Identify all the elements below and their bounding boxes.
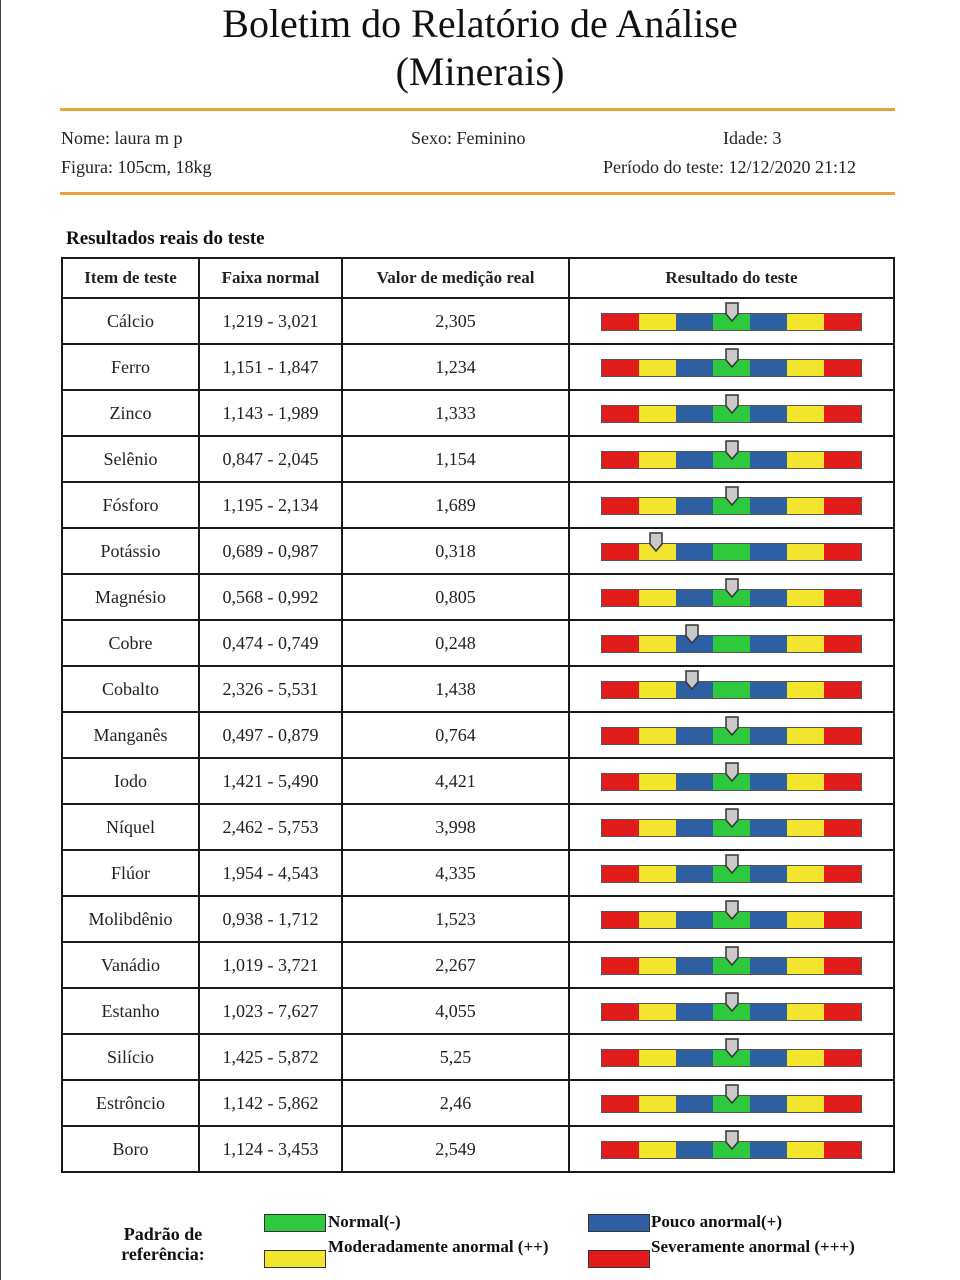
- result-scale-bar: [601, 727, 863, 743]
- cell-result: [569, 988, 894, 1034]
- table-row: [62, 436, 894, 482]
- cell-range: 0,497 - 0,879: [199, 712, 342, 758]
- scale-segment: [639, 865, 676, 883]
- cell-range: 0,689 - 0,987: [199, 528, 342, 574]
- scale-segment: [824, 819, 862, 837]
- scale-segment: [750, 313, 787, 331]
- scale-segment: [713, 681, 750, 699]
- cell-range: 0,938 - 1,712: [199, 896, 342, 942]
- header-rule-top: [60, 108, 895, 111]
- cell-range: 1,219 - 3,021: [199, 298, 342, 344]
- scale-segment: [824, 635, 862, 653]
- scale-segment: [601, 313, 639, 331]
- table-row: [62, 758, 894, 804]
- table-row: [62, 712, 894, 758]
- result-scale-bar: [601, 359, 863, 375]
- table-row: [62, 942, 894, 988]
- cell-item: Fósforo: [62, 482, 199, 528]
- cell-item: Magnésio: [62, 574, 199, 620]
- cell-result: [569, 574, 894, 620]
- scale-segment: [639, 1095, 676, 1113]
- cell-result: [569, 298, 894, 344]
- cell-value: 2,305: [342, 298, 569, 344]
- scale-segment: [676, 543, 713, 561]
- cell-range: 1,124 - 3,453: [199, 1126, 342, 1172]
- report-title-line2: (Minerais): [395, 49, 565, 94]
- scale-segment: [824, 1095, 862, 1113]
- scale-segment: [824, 589, 862, 607]
- result-marker-icon: [725, 1130, 739, 1150]
- scale-segment: [639, 957, 676, 975]
- cell-item: Iodo: [62, 758, 199, 804]
- scale-segment: [750, 1141, 787, 1159]
- scale-segment: [824, 497, 862, 515]
- header-rule-bottom: [60, 192, 895, 195]
- cell-range: 1,954 - 4,543: [199, 850, 342, 896]
- scale-segment: [639, 773, 676, 791]
- scale-segment: [639, 819, 676, 837]
- scale-segment: [787, 911, 824, 929]
- cell-result: [569, 344, 894, 390]
- cell-item: Potássio: [62, 528, 199, 574]
- scale-segment: [750, 635, 787, 653]
- cell-value: 2,549: [342, 1126, 569, 1172]
- legend-swatch-slight: [588, 1214, 650, 1232]
- scale-segment: [676, 313, 713, 331]
- scale-segment: [601, 451, 639, 469]
- cell-range: 0,474 - 0,749: [199, 620, 342, 666]
- legend-swatch-moderate: [264, 1250, 326, 1268]
- cell-result: [569, 758, 894, 804]
- cell-result: [569, 896, 894, 942]
- result-marker-icon: [725, 946, 739, 966]
- scale-segment: [824, 911, 862, 929]
- table-row: [62, 298, 894, 344]
- header-result: Resultado do teste: [569, 258, 894, 298]
- scale-segment: [601, 589, 639, 607]
- scale-segment: [787, 589, 824, 607]
- scale-segment: [787, 1049, 824, 1067]
- cell-range: 1,143 - 1,989: [199, 390, 342, 436]
- cell-result: [569, 712, 894, 758]
- scale-segment: [676, 727, 713, 745]
- result-marker-icon: [725, 992, 739, 1012]
- scale-segment: [787, 451, 824, 469]
- scale-segment: [676, 911, 713, 929]
- result-scale-bar: [601, 497, 863, 513]
- result-scale-bar: [601, 911, 863, 927]
- scale-segment: [601, 1049, 639, 1067]
- result-scale-bar: [601, 773, 863, 789]
- scale-segment: [750, 1049, 787, 1067]
- cell-result: [569, 482, 894, 528]
- result-scale-bar: [601, 1141, 863, 1157]
- result-marker-icon: [649, 532, 663, 552]
- cell-result: [569, 528, 894, 574]
- scale-segment: [676, 1049, 713, 1067]
- scale-segment: [750, 1095, 787, 1113]
- cell-value: 4,335: [342, 850, 569, 896]
- scale-segment: [713, 543, 750, 561]
- cell-range: 2,462 - 5,753: [199, 804, 342, 850]
- result-marker-icon: [725, 1084, 739, 1104]
- cell-item: Níquel: [62, 804, 199, 850]
- scale-segment: [787, 727, 824, 745]
- scale-segment: [750, 681, 787, 699]
- scale-segment: [787, 497, 824, 515]
- scale-segment: [750, 773, 787, 791]
- cell-value: 2,267: [342, 942, 569, 988]
- scale-segment: [601, 405, 639, 423]
- result-marker-icon: [725, 348, 739, 368]
- patient-name: Nome: laura m p: [61, 128, 183, 148]
- cell-item: Boro: [62, 1126, 199, 1172]
- scale-segment: [639, 635, 676, 653]
- page-border: [0, 0, 1, 1280]
- scale-segment: [639, 589, 676, 607]
- cell-range: 0,568 - 0,992: [199, 574, 342, 620]
- scale-segment: [824, 681, 862, 699]
- header-item: Item de teste: [62, 258, 199, 298]
- cell-item: Cálcio: [62, 298, 199, 344]
- cell-range: 1,421 - 5,490: [199, 758, 342, 804]
- cell-value: 3,998: [342, 804, 569, 850]
- result-marker-icon: [725, 854, 739, 874]
- result-marker-icon: [725, 1038, 739, 1058]
- result-scale-bar: [601, 1003, 863, 1019]
- cell-result: [569, 942, 894, 988]
- result-marker-icon: [725, 302, 739, 322]
- result-scale-bar: [601, 543, 863, 559]
- result-scale-bar: [601, 865, 863, 881]
- table-row: [62, 528, 894, 574]
- scale-segment: [601, 773, 639, 791]
- cell-item: Manganês: [62, 712, 199, 758]
- table-row: [62, 804, 894, 850]
- scale-segment: [750, 819, 787, 837]
- scale-segment: [639, 727, 676, 745]
- legend-severe: Severamente anormal (+++): [651, 1237, 855, 1256]
- cell-value: 1,154: [342, 436, 569, 482]
- scale-segment: [787, 359, 824, 377]
- cell-result: [569, 620, 894, 666]
- scale-segment: [787, 865, 824, 883]
- scale-segment: [750, 865, 787, 883]
- cell-value: 1,689: [342, 482, 569, 528]
- cell-value: 5,25: [342, 1034, 569, 1080]
- scale-segment: [639, 1049, 676, 1067]
- scale-segment: [676, 589, 713, 607]
- table-row: [62, 988, 894, 1034]
- cell-value: 1,333: [342, 390, 569, 436]
- scale-segment: [824, 451, 862, 469]
- cell-value: 1,438: [342, 666, 569, 712]
- cell-range: 0,847 - 2,045: [199, 436, 342, 482]
- scale-segment: [601, 957, 639, 975]
- scale-segment: [787, 313, 824, 331]
- result-scale-bar: [601, 957, 863, 973]
- scale-segment: [601, 1003, 639, 1021]
- scale-segment: [639, 451, 676, 469]
- header-value: Valor de medição real: [342, 258, 569, 298]
- cell-item: Zinco: [62, 390, 199, 436]
- table-row: [62, 1126, 894, 1172]
- scale-segment: [750, 957, 787, 975]
- scale-segment: [787, 1003, 824, 1021]
- legend-normal: Normal(-): [328, 1212, 401, 1231]
- table-row: [62, 666, 894, 712]
- cell-item: Molibdênio: [62, 896, 199, 942]
- scale-segment: [639, 359, 676, 377]
- cell-item: Ferro: [62, 344, 199, 390]
- scale-segment: [601, 543, 639, 561]
- table-row: [62, 620, 894, 666]
- scale-segment: [676, 773, 713, 791]
- cell-item: Cobre: [62, 620, 199, 666]
- scale-segment: [787, 773, 824, 791]
- scale-segment: [750, 497, 787, 515]
- legend-slight: Pouco anormal(+): [651, 1212, 783, 1231]
- scale-segment: [601, 359, 639, 377]
- cell-result: [569, 436, 894, 482]
- result-marker-icon: [725, 716, 739, 736]
- scale-segment: [601, 727, 639, 745]
- cell-value: 0,248: [342, 620, 569, 666]
- scale-segment: [601, 1095, 639, 1113]
- cell-range: 1,151 - 1,847: [199, 344, 342, 390]
- scale-segment: [787, 543, 824, 561]
- scale-segment: [824, 1141, 862, 1159]
- result-scale-bar: [601, 635, 863, 651]
- scale-segment: [676, 451, 713, 469]
- header-range: Faixa normal: [199, 258, 342, 298]
- report-title-line1: Boletim do Relatório de Análise: [222, 1, 738, 46]
- result-scale-bar: [601, 1049, 863, 1065]
- results-table: [61, 257, 895, 1173]
- test-period: Período do teste: 12/12/2020 21:12: [603, 157, 856, 177]
- legend-label: Padrão de referência:: [121, 1224, 205, 1264]
- patient-sex: Sexo: Feminino: [411, 128, 526, 148]
- result-scale-bar: [601, 819, 863, 835]
- scale-segment: [639, 1141, 676, 1159]
- scale-segment: [787, 1095, 824, 1113]
- scale-segment: [601, 911, 639, 929]
- table-row: [62, 850, 894, 896]
- table-row: [62, 896, 894, 942]
- cell-value: 1,234: [342, 344, 569, 390]
- scale-segment: [787, 635, 824, 653]
- scale-segment: [787, 819, 824, 837]
- patient-figure: Figura: 105cm, 18kg: [61, 157, 212, 177]
- scale-segment: [750, 727, 787, 745]
- cell-item: Estanho: [62, 988, 199, 1034]
- section-title: Resultados reais do teste: [66, 228, 265, 249]
- scale-segment: [639, 313, 676, 331]
- scale-segment: [639, 1003, 676, 1021]
- scale-segment: [676, 359, 713, 377]
- scale-segment: [676, 1003, 713, 1021]
- cell-item: Selênio: [62, 436, 199, 482]
- scale-segment: [750, 589, 787, 607]
- scale-segment: [713, 635, 750, 653]
- result-marker-icon: [725, 900, 739, 920]
- table-row: [62, 482, 894, 528]
- result-scale-bar: [601, 681, 863, 697]
- scale-segment: [639, 681, 676, 699]
- scale-segment: [601, 497, 639, 515]
- scale-segment: [787, 405, 824, 423]
- result-scale-bar: [601, 589, 863, 605]
- result-scale-bar: [601, 405, 863, 421]
- cell-range: 2,326 - 5,531: [199, 666, 342, 712]
- scale-segment: [824, 727, 862, 745]
- result-marker-icon: [685, 624, 699, 644]
- cell-result: [569, 804, 894, 850]
- table-row: [62, 1080, 894, 1126]
- result-marker-icon: [725, 808, 739, 828]
- cell-item: Flúor: [62, 850, 199, 896]
- result-marker-icon: [725, 394, 739, 414]
- table-row: [62, 1034, 894, 1080]
- scale-segment: [750, 451, 787, 469]
- cell-item: Cobalto: [62, 666, 199, 712]
- cell-item: Vanádio: [62, 942, 199, 988]
- cell-range: 1,142 - 5,862: [199, 1080, 342, 1126]
- scale-segment: [676, 1095, 713, 1113]
- cell-value: 4,055: [342, 988, 569, 1034]
- legend-moderate: Moderadamente anormal (++): [328, 1237, 549, 1256]
- patient-age: Idade: 3: [723, 128, 782, 148]
- result-scale-bar: [601, 451, 863, 467]
- cell-value: 0,318: [342, 528, 569, 574]
- result-marker-icon: [685, 670, 699, 690]
- table-header-row: [62, 258, 894, 298]
- cell-item: Silício: [62, 1034, 199, 1080]
- scale-segment: [824, 405, 862, 423]
- cell-result: [569, 390, 894, 436]
- scale-segment: [750, 543, 787, 561]
- scale-segment: [676, 1141, 713, 1159]
- scale-segment: [750, 359, 787, 377]
- table-row: [62, 344, 894, 390]
- result-marker-icon: [725, 486, 739, 506]
- scale-segment: [824, 1003, 862, 1021]
- scale-segment: [787, 1141, 824, 1159]
- scale-segment: [601, 865, 639, 883]
- results-body: [62, 298, 894, 1172]
- cell-range: 1,195 - 2,134: [199, 482, 342, 528]
- cell-range: 1,425 - 5,872: [199, 1034, 342, 1080]
- cell-value: 0,805: [342, 574, 569, 620]
- scale-segment: [676, 819, 713, 837]
- legend-swatch-normal: [264, 1214, 326, 1232]
- scale-segment: [601, 819, 639, 837]
- scale-segment: [824, 1049, 862, 1067]
- cell-result: [569, 1080, 894, 1126]
- scale-segment: [676, 405, 713, 423]
- scale-segment: [750, 1003, 787, 1021]
- table-row: [62, 574, 894, 620]
- scale-segment: [676, 497, 713, 515]
- scale-segment: [676, 865, 713, 883]
- scale-segment: [639, 405, 676, 423]
- result-marker-icon: [725, 440, 739, 460]
- cell-value: 4,421: [342, 758, 569, 804]
- scale-segment: [639, 497, 676, 515]
- scale-segment: [824, 957, 862, 975]
- result-marker-icon: [725, 762, 739, 782]
- scale-segment: [601, 681, 639, 699]
- scale-segment: [824, 313, 862, 331]
- scale-segment: [824, 773, 862, 791]
- scale-segment: [750, 405, 787, 423]
- result-scale-bar: [601, 313, 863, 329]
- cell-result: [569, 666, 894, 712]
- table-row: [62, 390, 894, 436]
- scale-segment: [750, 911, 787, 929]
- cell-value: 0,764: [342, 712, 569, 758]
- cell-result: [569, 850, 894, 896]
- scale-segment: [639, 911, 676, 929]
- scale-segment: [601, 635, 639, 653]
- cell-value: 2,46: [342, 1080, 569, 1126]
- cell-item: Estrôncio: [62, 1080, 199, 1126]
- scale-segment: [824, 359, 862, 377]
- cell-result: [569, 1034, 894, 1080]
- scale-segment: [787, 957, 824, 975]
- cell-range: 1,019 - 3,721: [199, 942, 342, 988]
- cell-value: 1,523: [342, 896, 569, 942]
- scale-segment: [676, 957, 713, 975]
- result-scale-bar: [601, 1095, 863, 1111]
- scale-segment: [787, 681, 824, 699]
- legend-swatch-severe: [588, 1250, 650, 1268]
- result-marker-icon: [725, 578, 739, 598]
- cell-result: [569, 1126, 894, 1172]
- scale-segment: [824, 865, 862, 883]
- scale-segment: [601, 1141, 639, 1159]
- scale-segment: [824, 543, 862, 561]
- cell-range: 1,023 - 7,627: [199, 988, 342, 1034]
